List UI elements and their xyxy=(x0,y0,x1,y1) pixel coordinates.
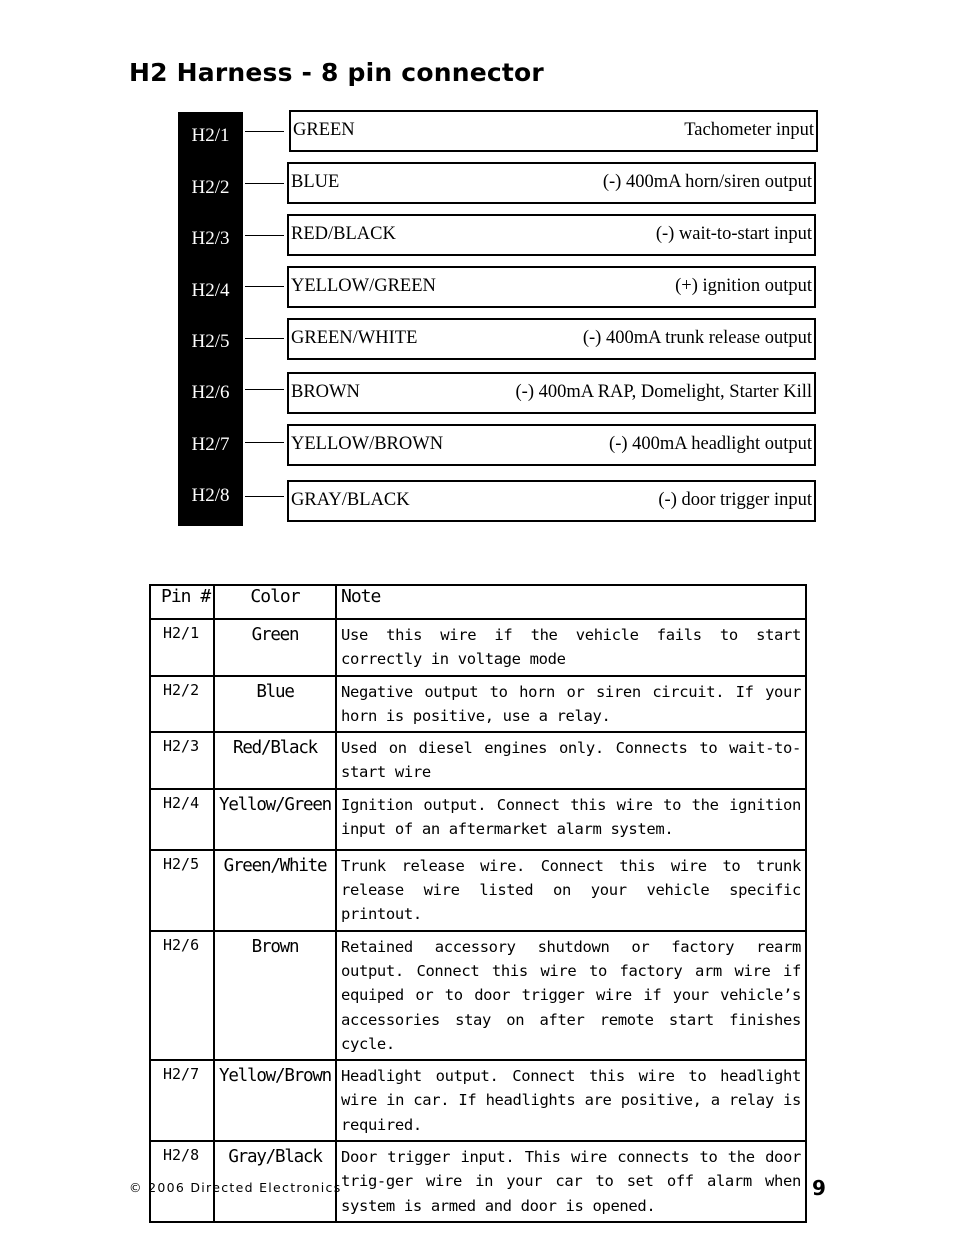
wire-function-label: (-) door trigger input xyxy=(658,490,812,510)
wire-color-label: GRAY/BLACK xyxy=(291,490,410,510)
color-cell: Gray/Black xyxy=(214,1141,336,1222)
header-note: Note xyxy=(336,585,806,619)
connector-line xyxy=(245,183,284,184)
connector-line xyxy=(245,442,284,443)
connector-line xyxy=(245,286,284,287)
pin-label: H2/3 xyxy=(191,228,230,249)
page-title: H2 Harness - 8 pin connector xyxy=(129,58,544,87)
wire-box xyxy=(287,266,816,308)
note-cell: Ignition output. Connect this wire to the ignition input of an aftermarket alarm system. xyxy=(336,789,806,850)
wire-function-label: (-) 400mA RAP, Domelight, Starter Kill xyxy=(515,382,812,402)
wire-function-label: (-) 400mA headlight output xyxy=(609,434,812,454)
wire-box xyxy=(289,110,818,152)
color-cell: Red/Black xyxy=(214,732,336,789)
wire-function-label: Tachometer input xyxy=(684,120,814,140)
note-cell: Use this wire if the vehicle fails to start correctly in voltage mode xyxy=(336,619,806,676)
table-row xyxy=(150,676,806,733)
color-cell: Blue xyxy=(214,676,336,733)
footer-copyright: © 2006 Directed Electronics xyxy=(129,1180,342,1195)
wire-box xyxy=(287,318,816,360)
note-cell: Negative output to horn or siren circuit. If your horn is positive, use a relay. xyxy=(336,676,806,733)
connector-line xyxy=(245,389,284,390)
table-row xyxy=(150,931,806,1060)
wire-function-label: (+) ignition output xyxy=(675,276,812,296)
connector-line xyxy=(245,131,284,132)
wire-box xyxy=(287,480,816,522)
color-cell: Green xyxy=(214,619,336,676)
note-cell: Used on diesel engines only. Connects to wait-to-start wire xyxy=(336,732,806,789)
wire-color-label: GREEN xyxy=(293,120,355,140)
pin-label: H2/1 xyxy=(191,125,230,146)
pin-label: H2/7 xyxy=(191,434,230,455)
table-row xyxy=(150,619,806,676)
wire-color-label: BROWN xyxy=(291,382,360,402)
header-pin: Pin # xyxy=(150,585,214,619)
table-header-row xyxy=(150,585,806,619)
pin-cell: H2/2 xyxy=(150,676,214,733)
pin-label: H2/8 xyxy=(191,485,230,506)
color-cell: Yellow/Brown xyxy=(214,1060,336,1141)
color-cell: Yellow/Green xyxy=(214,789,336,850)
wire-function-label: (-) 400mA trunk release output xyxy=(582,328,812,348)
wire-color-label: RED/BLACK xyxy=(291,224,396,244)
table-row xyxy=(150,1060,806,1141)
connector-line xyxy=(245,496,284,497)
wire-color-label: YELLOW/GREEN xyxy=(291,276,436,296)
wire-box xyxy=(287,214,816,256)
table-row xyxy=(150,850,806,931)
pin-cell: H2/8 xyxy=(150,1141,214,1222)
pin-label: H2/4 xyxy=(191,280,230,301)
pin-cell: H2/6 xyxy=(150,931,214,1060)
note-cell: Headlight output. Connect this wire to headlight wire in car. If headlights are positive, a relay is required. xyxy=(336,1060,806,1141)
wire-function-label: (-) 400mA horn/siren output xyxy=(602,172,812,192)
note-cell: Trunk release wire. Connect this wire to trunk release wire listed on your vehicle specific printout. xyxy=(336,850,806,931)
pin-cell: H2/4 xyxy=(150,789,214,850)
connector-line xyxy=(245,235,284,236)
wire-color-label: YELLOW/BROWN xyxy=(291,434,444,454)
pin-label: H2/5 xyxy=(191,331,230,352)
table-row xyxy=(150,789,806,850)
table-row xyxy=(150,732,806,789)
note-cell: Door trigger input. This wire connects to the door trig-ger wire in your car to set off alarm when system is armed and door is opened. xyxy=(336,1141,806,1222)
page-number: 9 xyxy=(812,1176,826,1200)
pin-description-table xyxy=(149,584,807,1223)
header-color: Color xyxy=(214,585,336,619)
wire-function-label: (-) wait-to-start input xyxy=(655,224,812,244)
pin-cell: H2/3 xyxy=(150,732,214,789)
connector-line xyxy=(245,338,284,339)
wire-color-label: GREEN/WHITE xyxy=(291,328,418,348)
color-cell: Green/White xyxy=(214,850,336,931)
color-cell: Brown xyxy=(214,931,336,1060)
wire-box xyxy=(287,424,816,466)
pin-label: H2/2 xyxy=(191,177,230,198)
pin-cell: H2/5 xyxy=(150,850,214,931)
note-cell: Retained accessory shutdown or factory rearm output. Connect this wire to factory arm wire if equiped or to door trigger wire if your vehicle’s accessories stay on after remote start finishes cycle. xyxy=(336,931,806,1060)
pin-cell: H2/7 xyxy=(150,1060,214,1141)
wire-color-label: BLUE xyxy=(291,172,340,192)
wire-box xyxy=(287,372,816,414)
wire-box xyxy=(287,162,816,204)
pin-label: H2/6 xyxy=(191,382,230,403)
pin-cell: H2/1 xyxy=(150,619,214,676)
connector-pin-strip xyxy=(178,112,243,526)
